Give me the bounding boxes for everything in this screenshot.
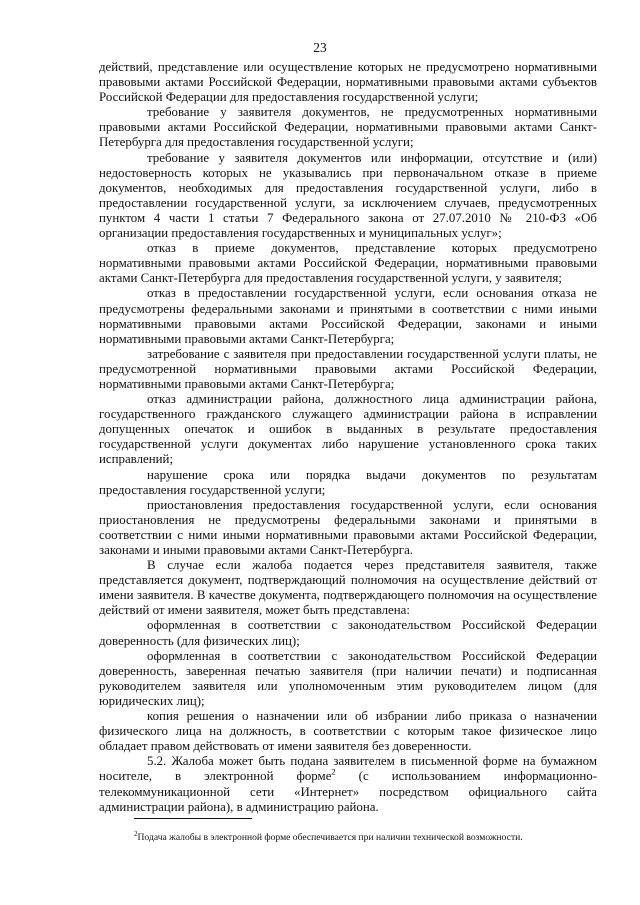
paragraph: оформленная в соответствии с законодательством Российской Федерации доверенность, заверенная печатью заявителя (при наличии печати) и подписанная руководителем заявителя или уполномоченным этим руководителем лицом (для юридических лиц); [99, 648, 597, 708]
paragraph: отказ в приеме документов, представление которых предусмотрено нормативными правовыми актами Российской Федерации, нормативными правовыми актами Санкт-Петербурга для предоставления государственной услуги, у заявителя; [99, 241, 597, 286]
footnote-reference: 2 [331, 767, 336, 778]
paragraph-continuation: действий, представление или осуществление которых не предусмотрено нормативными правовыми актами Российской Федерации, нормативными правовыми актами субъектов Российской Федерации для предоставления государственной услуги; [99, 60, 597, 105]
paragraph: отказ администрации района, должностного лица администрации района, государственного гражданского служащего администрации района в исправлении допущенных опечаток и ошибок в выданных в результате предоставления государственной услуги документах либо нарушение установленного срока таких исправлений; [99, 392, 597, 467]
paragraph: В случае если жалоба подается через представителя заявителя, также представляется документ, подтверждающий полномочия на осуществление действий от имени заявителя. В качестве документа, подтверждающего полномочия на осуществление действий от имени заявителя, может быть представлена: [99, 558, 597, 618]
page-number: 23 [313, 40, 327, 55]
footnote-text: Подача жалобы в электронной форме обеспечивается при наличии технической возможности. [137, 832, 523, 843]
paragraph: копия решения о назначении или об избрании либо приказа о назначении физического лица на должность, в соответствии с которым такое физическое лицо обладает правом действовать от имени заявителя без доверенности. [99, 709, 597, 754]
footnote-marker: 2 [134, 829, 138, 838]
paragraph: затребование с заявителя при предоставлении государственной услуги платы, не предусмотренной нормативными правовыми актами Российской Федерации, нормативными правовыми актами Санкт-Петербурга; [99, 346, 597, 391]
footnote-divider [134, 818, 252, 819]
paragraph: требование у заявителя документов или информации, отсутствие и (или) недостоверность которых не указывались при первоначальном отказе в приеме документов, необходимых для предоставления государственной услуги, либо в предоставлении государственной услуги, за исключением случаев, предусмотренных пунктом 4 части 1 статьи 7 Федерального закона от 27.07.2010 № 210-ФЗ «Об организации предоставления государственных и муниципальных услуг»; [99, 150, 597, 241]
paragraph-text: (с использованием информационно-телекоммуникационной сети «Интернет» посредством официального сайта администрации района), в администрацию района. [99, 769, 597, 814]
paragraph: приостановления предоставления государственной услуги, если основания приостановления не предусмотрены федеральными законами и принятыми в соответствии с ними иными нормативными правовыми актами Российской Федерации, законами и иными правовыми актами Санкт-Петербурга. [99, 497, 597, 557]
paragraph-section-5-2 [99, 754, 597, 814]
paragraph: требование у заявителя документов, не предусмотренных нормативными правовыми актами Российской Федерации, нормативными правовыми актами Санкт-Петербурга для предоставления государственной услуги; [99, 105, 597, 150]
paragraph: отказ в предоставлении государственной услуги, если основания отказа не предусмотрены федеральными законами и принятыми в соответствии с ними иными нормативными правовыми актами Российской Федерации, законами и иными нормативными правовыми актами Санкт-Петербурга; [99, 286, 597, 346]
paragraph-text: 5.2. Жалоба может быть подана заявителем в письменной форме на бумажном носителе, в электронной форме [99, 754, 597, 784]
document-body [99, 60, 597, 815]
footnote [134, 829, 604, 844]
paragraph: нарушение срока или порядка выдачи документов по результатам предоставления государственной услуги; [99, 467, 597, 497]
paragraph: оформленная в соответствии с законодательством Российской Федерации доверенность (для физических лиц); [99, 618, 597, 648]
